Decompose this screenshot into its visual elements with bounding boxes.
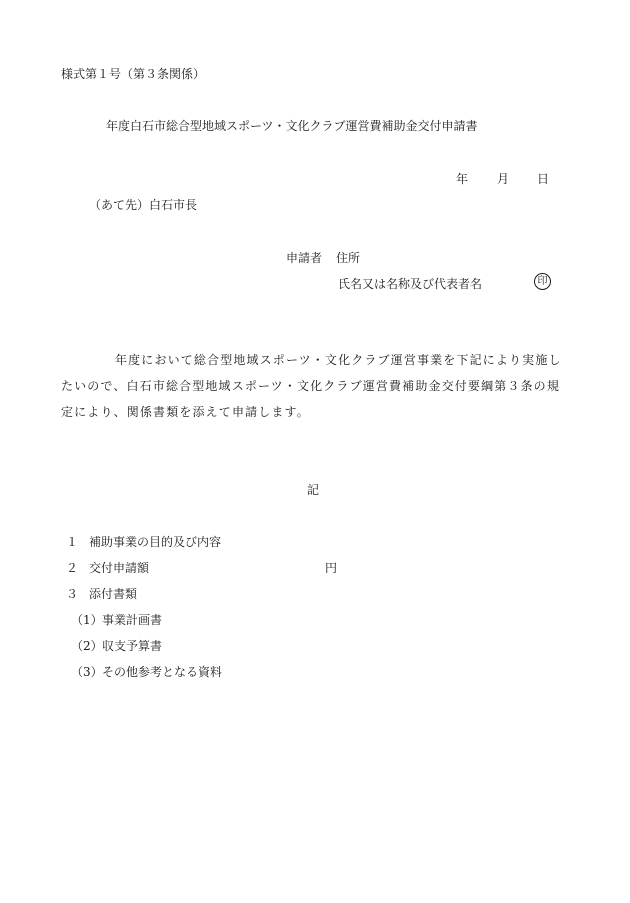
item-1-number: １: [66, 535, 79, 549]
form-label: 様式第１号（第３条関係）: [61, 67, 206, 81]
ki-heading: 記: [307, 483, 320, 497]
addressee: （あて先）白石市長: [89, 198, 198, 212]
item-3-number: ３: [66, 587, 79, 601]
sub-item-3-label: その他参考となる資料: [102, 665, 223, 679]
item-1-label: 補助事業の目的及び内容: [89, 535, 222, 549]
sub-item-2-label: 収支予算書: [102, 639, 163, 653]
item-2-unit: 円: [325, 561, 338, 575]
item-2-label: 交付申請額: [89, 561, 150, 575]
applicant-name-label: 氏名又は名称及び代表者名: [338, 277, 483, 291]
sub-item-1-number: （1）: [71, 613, 103, 627]
applicant-address-label: 住所: [336, 251, 361, 265]
sub-item-3-number: （3）: [71, 665, 103, 679]
body-line-3: 定により、関係書類を添えて申請します。: [61, 405, 310, 419]
body-line-2: たいので、白石市総合型地域スポーツ・文化クラブ運営費補助金交付要綱第３条の規: [61, 379, 560, 393]
date-year: 年: [456, 172, 469, 186]
sub-item-1-label: 事業計画書: [102, 613, 163, 627]
item-2-number: ２: [66, 561, 79, 575]
date-day: 日: [537, 172, 550, 186]
date-month: 月: [497, 172, 510, 186]
sub-item-2-number: （2）: [71, 639, 103, 653]
body-line-1: 年度において総合型地域スポーツ・文化クラブ運営事業を下記により実施し: [115, 353, 562, 367]
item-3-label: 添付書類: [89, 587, 138, 601]
document-title: 年度白石市総合型地域スポーツ・文化クラブ運営費補助金交付申請書: [106, 119, 478, 133]
applicant-label: 申請者: [286, 251, 323, 265]
seal-icon: 印: [534, 273, 551, 290]
